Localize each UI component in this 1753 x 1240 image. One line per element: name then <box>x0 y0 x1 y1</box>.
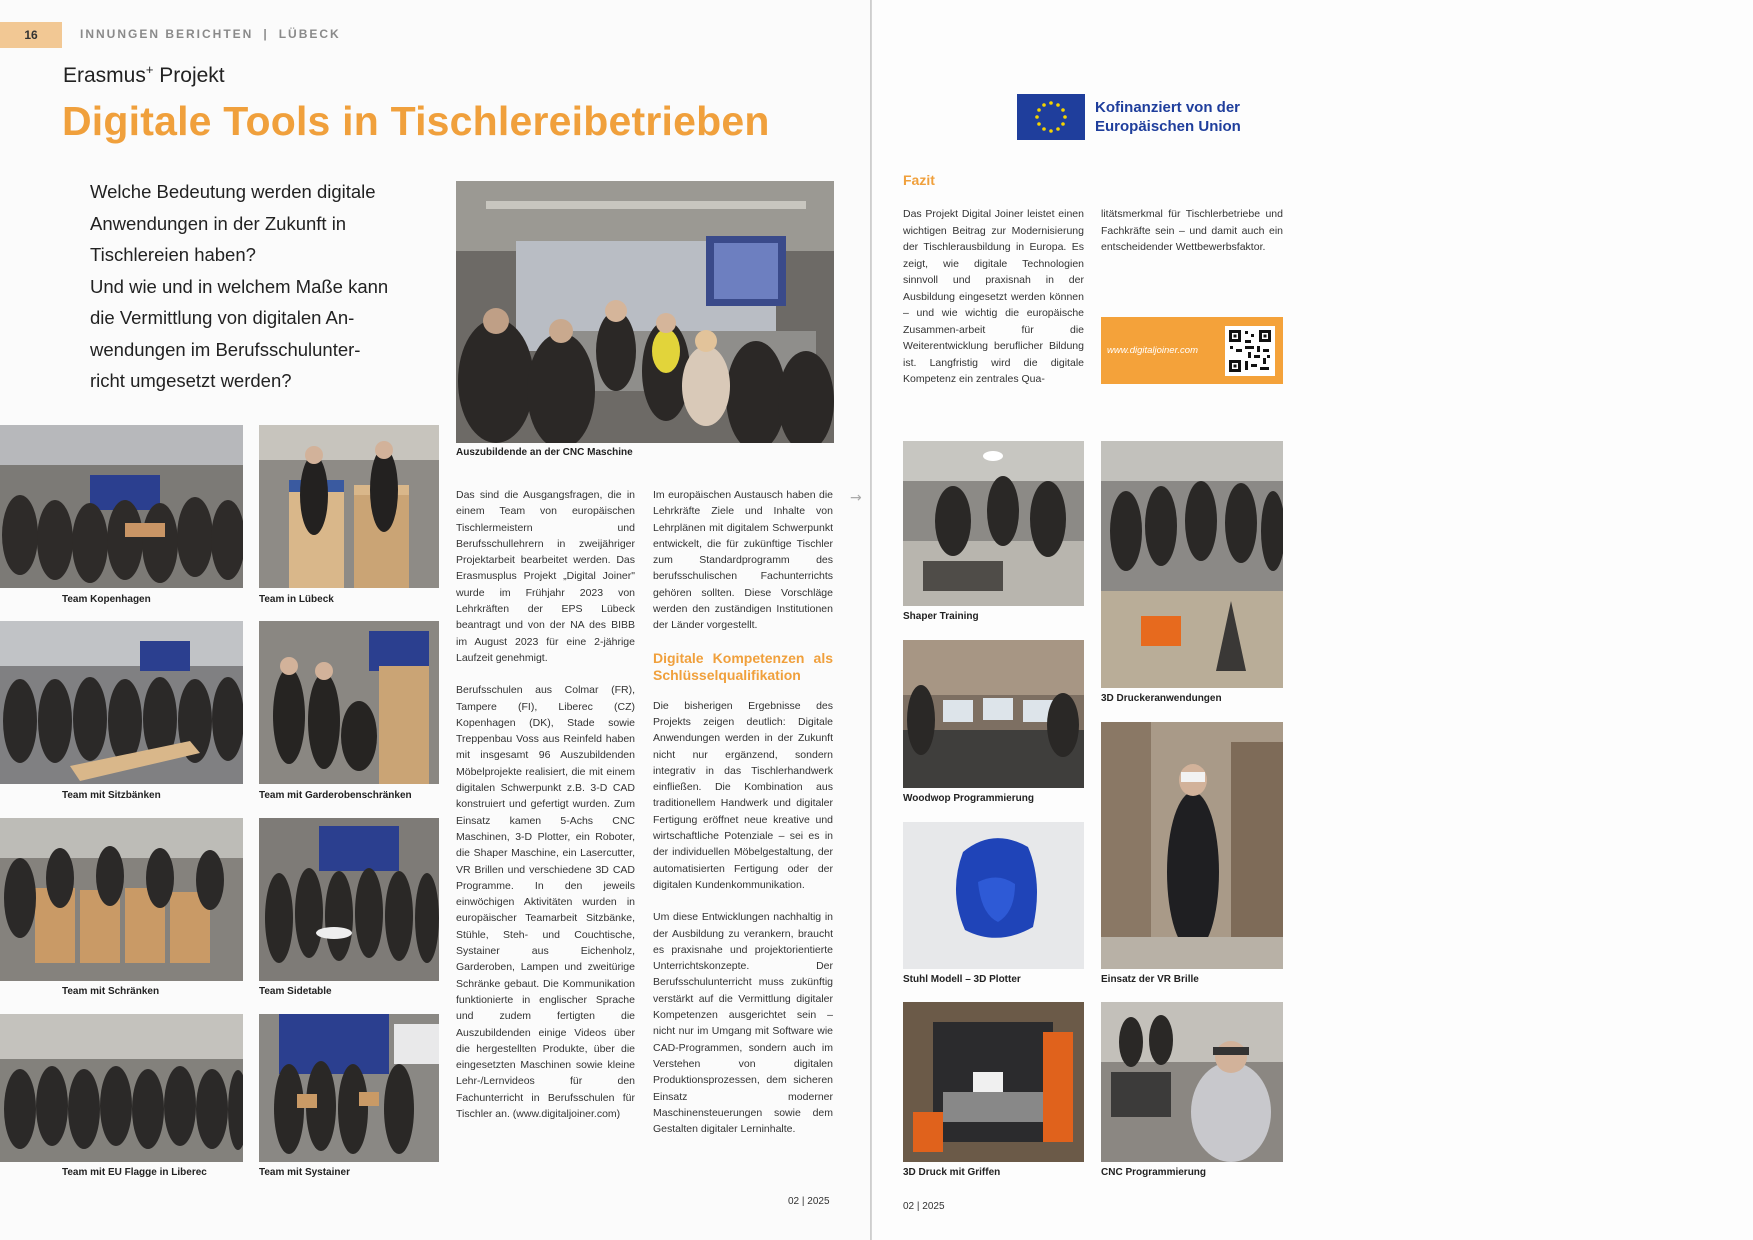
body-paragraph: Berufsschulen aus Colmar (FR), Tampere (FI), Liberec (CZ) Kopenhagen (DK), Stade sowie Treppenbau Voss aus Reinfeld haben mit insgesamt 96 Auszubildenden Möbelprojekte realisiert, die mit einem digitalen Schwerpunkt z.B. 3-D CAD konstruiert und gefertigt wurden. Zum Einsatz kamen 5-Achs CNC Maschinen, 3-D Plotter, ein Roboter, die Shaper Maschine, ein Lasercutter, VR Brillen und verschiedene 3D CAD Programme. In den jeweils einwöchigen Aktivitäten wurden in europäischer Teamarbeit Sitzbänke, Stühle, Steh- und Couchtische, Systainer aus Eichenholz, Garderoben, Lampen und zweitürige Schränke gebaut. Die Kommunikation funktionierte in englischer Sprache und zudem fertigten die Auszubildenden einige Videos über die hergestellten Produkte, über die eingesetzten Maschinen sowie kleine Lehr-/Lernvideos für den Fachunterricht in Berufsschulen für Tischler an. (www.digitaljoiner.com) <box>456 684 635 1120</box>
intro-line: wendungen im Berufsschulunter- <box>90 338 361 360</box>
subheading-digitale-kompetenzen: Digitale Kompetenzen als Schlüsselqualifikation <box>653 649 833 683</box>
website-url[interactable]: www.digitaljoiner.com <box>1107 345 1198 356</box>
body-column-1 <box>456 487 635 1138</box>
continue-arrow-icon: → <box>850 490 862 506</box>
caption-team-eu-flagge-liberec: Team mit EU Flagge in Liberec <box>62 1167 207 1178</box>
caption-team-schraenke: Team mit Schränken <box>62 986 160 997</box>
qr-code-icon <box>1225 326 1275 376</box>
kicker-suffix: Projekt <box>153 64 225 87</box>
intro-line: Welche Bedeutung werden digitale <box>90 181 376 202</box>
photo-team-sitzbaenke <box>0 621 243 784</box>
caption-woodwop-programmierung: Woodwop Programmierung <box>903 793 1034 804</box>
photo-team-luebeck <box>259 425 439 588</box>
website-promo-box[interactable] <box>1101 317 1283 384</box>
kicker-prefix: Erasmus <box>63 64 146 87</box>
photo-cnc-programmierung <box>1101 1002 1283 1162</box>
photo-team-garderobenschraenke <box>259 621 439 784</box>
eu-flag-icon <box>1017 94 1085 140</box>
fazit-heading: Fazit <box>903 172 935 188</box>
intro-questions <box>90 176 430 397</box>
photo-team-schraenke <box>0 818 243 981</box>
caption-stuhl-modell-3d-plotter: Stuhl Modell – 3D Plotter <box>903 974 1021 985</box>
caption-team-kopenhagen: Team Kopenhagen <box>62 594 151 605</box>
intro-line: Und wie und in welchem Maße kann <box>90 275 389 297</box>
body-column-2 <box>653 487 833 1153</box>
photo-shaper-training <box>903 441 1084 606</box>
body-paragraph: Im europäischen Austausch haben die Lehrkräfte Ziele und Inhalte von Lehrplänen mit digitalem Schwerpunkt entwickelt, die für zukünftige Tischler zum Standardprogramm des berufsschulischen Fachunterrichts gehören sollten. Diese Vorschläge werden den zuständigen Institutionen der Länder vorgestellt. <box>653 489 833 632</box>
location-label: LÜBECK <box>278 27 341 41</box>
photo-3d-druck-mit-griffen <box>903 1002 1084 1162</box>
photo-stuhl-modell-3d-plotter <box>903 822 1084 969</box>
intro-line: Tischlereien haben? <box>90 244 256 265</box>
folio-left: 02 | 2025 <box>788 1196 830 1207</box>
running-head-separator: | <box>263 27 269 41</box>
eu-label-line: Kofinanziert von der <box>1095 99 1241 116</box>
eu-label-line: Europäischen Union <box>1095 118 1241 135</box>
caption-team-sidetable: Team Sidetable <box>259 986 332 997</box>
caption-team-garderobenschraenke: Team mit Garderobenschränken <box>259 790 412 801</box>
caption-cnc-machine: Auszubildende an der CNC Maschine <box>456 447 633 458</box>
photo-woodwop-programmierung <box>903 640 1084 788</box>
intro-line: die Vermittlung von digitalen An- <box>90 307 355 328</box>
intro-line: Anwendungen in der Zukunft in <box>90 212 347 234</box>
caption-team-systainer: Team mit Systainer <box>259 1167 350 1178</box>
photo-cnc-machine <box>456 181 834 443</box>
photo-team-systainer <box>259 1014 439 1162</box>
caption-3d-druckeranwendungen: 3D Druckeranwendungen <box>1101 693 1222 704</box>
section-label: INNUNGEN BERICHTEN <box>80 27 254 41</box>
eu-cofunding-badge <box>1017 94 1241 140</box>
left-page <box>0 0 870 1240</box>
article-title: Digitale Tools in Tischlereibetrieben <box>62 98 770 144</box>
caption-shaper-training: Shaper Training <box>903 611 979 622</box>
running-head <box>80 27 341 41</box>
caption-3d-druck-mit-griffen: 3D Druck mit Griffen <box>903 1167 1001 1178</box>
intro-line: richt umgesetzt werden? <box>90 370 292 391</box>
photo-team-kopenhagen <box>0 425 243 588</box>
caption-team-luebeck: Team in Lübeck <box>259 594 334 605</box>
photo-3d-druckeranwendungen <box>1101 441 1283 688</box>
photo-team-eu-flagge-liberec <box>0 1014 243 1162</box>
caption-team-sitzbaenke: Team mit Sitzbänken <box>62 790 161 801</box>
photo-team-sidetable <box>259 818 439 981</box>
fazit-column-2: litätsmerkmal für Tischlerbetriebe und Fachkräfte sein – und damit auch ein entscheidender Wettbewerbsfaktor. <box>1101 208 1283 253</box>
kicker-sup: + <box>145 62 154 77</box>
fazit-column-1: Das Projekt Digital Joiner leistet einen wichtigen Beitrag zur Modernisierung der Tischlerausbildung in Europa. Es zeigt, wie digitale Technologien sinnvoll und praxisnah in der Ausbildung eingesetzt werden können – und wie wichtig die europäische Zusammen-arbeit für die Weiterentwicklung beruflicher Bildung ist. Langfristig wird die digitale Kompetenz ein zentrales Qua- <box>903 208 1084 385</box>
photo-einsatz-vr-brille <box>1101 722 1283 969</box>
caption-cnc-programmierung: CNC Programmierung <box>1101 1167 1207 1178</box>
page-number-tab: 16 <box>0 22 62 48</box>
body-paragraph: Das sind die Ausgangsfragen, die in einem Team von europäischen Tischlermeistern und Berufsschullehrern in zweijähriger Projektarbeit bearbeitet werden. Das Erasmusplus Projekt „Digital Joiner" wurde im Frühjahr 2023 von Lehrkräften der EPS Lübeck beantragt und von der NA des BIBB im August 2023 für eine 2-jährige Laufzeit genehmigt. <box>456 489 635 664</box>
eu-cofunding-label <box>1095 98 1241 136</box>
caption-einsatz-vr-brille: Einsatz der VR Brille <box>1101 974 1199 985</box>
folio-right: 02 | 2025 <box>903 1201 945 1212</box>
article-kicker <box>63 62 225 88</box>
body-paragraph: Die bisherigen Ergebnisse des Projekts zeigen deutlich: Digitale Anwendungen werden in der Zukunft nicht nur ergänzend, sondern integrativ in das Tischlerhandwerk einfließen. Die Kombination aus traditionellem Handwerk und digitaler Fertigung eröffnet neue kreative und wirtschaftliche Potenziale – sei es in der individuellen Möbelgestaltung, der automatisierten Fertigung oder der digitalen Kundenkommunikation. <box>653 699 833 891</box>
body-paragraph: Um diese Entwicklungen nachhaltig in der Ausbildung zu verankern, braucht es praxisnahe und projektorientierte Unterrichtskonzepte. Der Berufsschulunterricht muss zukünftig verstärkt auf die Vermittlung digitaler Kompetenzen ausgerichtet sein – nicht nur im Umgang mit Software wie CAD-Programmen, sondern auch im Verstehen von digitalen Produktionsprozessen, dem sicheren Einsatz moderner Maschinensteuerungen sowie dem Gestalten digitaler Lerninhalte. <box>653 911 833 1136</box>
